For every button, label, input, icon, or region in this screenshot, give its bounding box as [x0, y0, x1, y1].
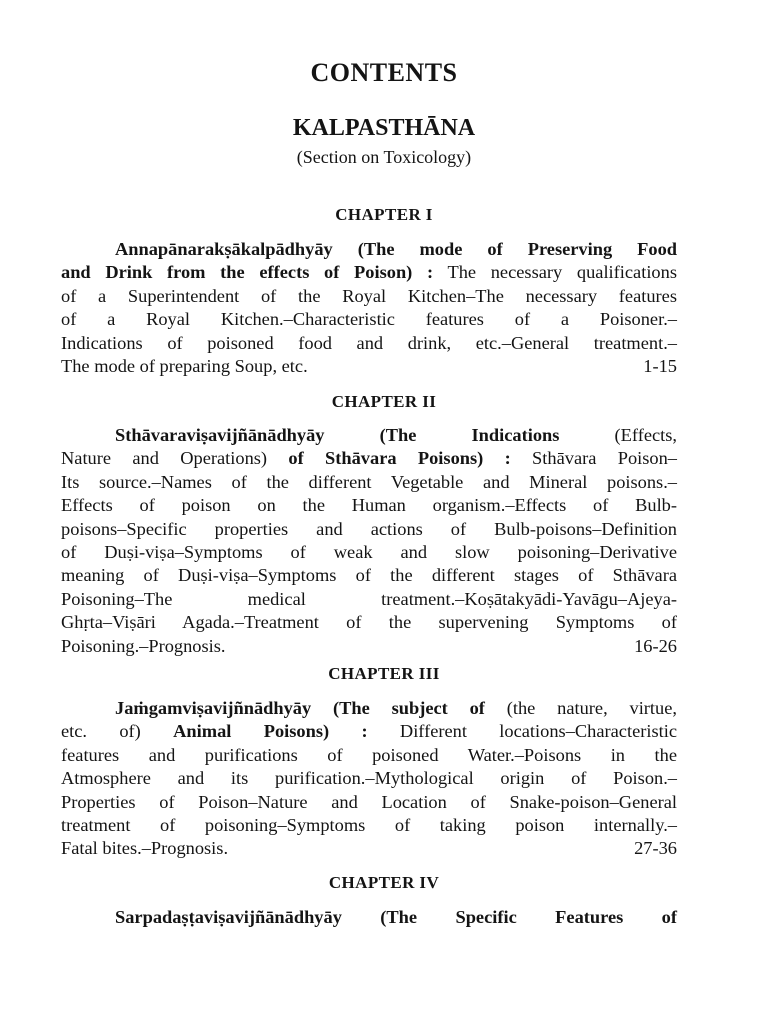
chapter-1-entry — [61, 238, 677, 378]
chapter-2-pages: 16-26 — [634, 635, 677, 656]
chapter-2-text: (Effects, — [559, 425, 678, 445]
chapter-2-line: Its source.–Names of the different Vegetable and Mineral poisons.– — [61, 471, 677, 492]
chapter-2-title-end: of Sthāvara Poisons) : — [288, 448, 511, 469]
chapter-1-line: of a Superintendent of the Royal Kitchen–The necessary features — [61, 285, 677, 306]
chapter-2-line — [61, 447, 677, 470]
chapter-4-entry — [61, 906, 677, 929]
chapter-2-line: Effects of poison on the Human organism.–Effects of Bulb- — [61, 495, 677, 516]
chapter-3-text: Different locations–Characteristic — [367, 721, 678, 742]
chapter-1-text: The mode of preparing Soup, etc. — [61, 356, 308, 377]
part-title: KALPASTHĀNA — [292, 115, 476, 141]
chapter-3-text: Fatal bites.–Prognosis. — [61, 838, 229, 859]
chapter-2-entry — [61, 424, 677, 658]
chapter-3-line — [61, 837, 677, 860]
chapter-3-title: Jaṁgamviṣavijñnādhyāy (The subject of — [115, 698, 485, 718]
chapter-2-title-line — [61, 424, 677, 447]
chapter-3-text: (the nature, virtue, — [484, 698, 677, 718]
chapter-1-title-line: Annapānarakṣākalpādhyāy (The mode of Preserving Food — [115, 239, 677, 259]
chapter-1-text: The necessary qualifications — [433, 262, 677, 283]
chapter-3-line: features and purifications of poisoned Water.–Poisons in the — [61, 744, 677, 765]
chapter-2-line: of Duṣi-viṣa–Symptoms of weak and slow poisoning–Derivative — [61, 542, 677, 563]
chapter-1-line: Indications of poisoned food and drink, etc.–General treatment.– — [61, 332, 677, 353]
chapter-1-line — [61, 355, 677, 378]
chapter-2-title: Sthāvaraviṣavijñānādhyāy (The Indications — [115, 425, 560, 445]
chapter-2-heading: CHAPTER II — [331, 392, 437, 411]
chapter-2-text: Nature and Operations) — [61, 448, 289, 469]
chapter-2-line: poisons–Specific properties and actions of Bulb-poisons–Definition — [61, 518, 677, 539]
chapter-3-line: treatment of poisoning–Symptoms of taking poison internally.– — [61, 815, 677, 836]
chapter-1-heading: CHAPTER I — [335, 205, 433, 224]
chapter-3-text: etc. of) — [61, 721, 174, 742]
chapter-3-line: Atmosphere and its purification.–Mythological origin of Poison.– — [61, 768, 677, 789]
chapter-1-title-end: and Drink from the effects of Poison) : — [61, 262, 434, 283]
chapter-1-line: of a Royal Kitchen.–Characteristic features of a Poisoner.– — [61, 309, 677, 330]
chapter-4-title-line: Sarpadaṣṭaviṣavijñānādhyāy (The Specific Features of — [115, 907, 677, 927]
part-subtitle: (Section on Toxicology) — [296, 147, 472, 167]
chapter-2-text: Poisoning.–Prognosis. — [61, 635, 226, 656]
chapter-2-line: Ghṛta–Viṣāri Agada.–Treatment of the supervening Symptoms of — [61, 612, 677, 633]
chapter-3-line: Properties of Poison–Nature and Location of Snake-poison–General — [61, 791, 677, 812]
chapter-4-heading: CHAPTER IV — [328, 873, 440, 892]
chapter-3-pages: 27-36 — [634, 838, 677, 859]
chapter-2-line: meaning of Duṣi-viṣa–Symptoms of the different stages of Sthāvara — [61, 565, 677, 586]
chapter-3-entry — [61, 697, 677, 861]
chapter-1-pages: 1-15 — [643, 356, 677, 377]
chapter-2-line: Poisoning–The medical treatment.–Koṣātakyādi-Yavāgu–Ajeya- — [61, 588, 677, 609]
chapter-3-heading: CHAPTER III — [328, 664, 440, 683]
chapter-1-line — [61, 261, 677, 284]
chapter-2-line — [61, 635, 677, 658]
chapter-3-title-line — [61, 697, 677, 720]
chapter-2-text: Sthāvara Poison– — [510, 448, 677, 469]
chapter-3-line — [61, 720, 677, 743]
chapter-3-title-end: Animal Poisons) : — [173, 721, 368, 742]
page-title: CONTENTS — [310, 58, 458, 87]
